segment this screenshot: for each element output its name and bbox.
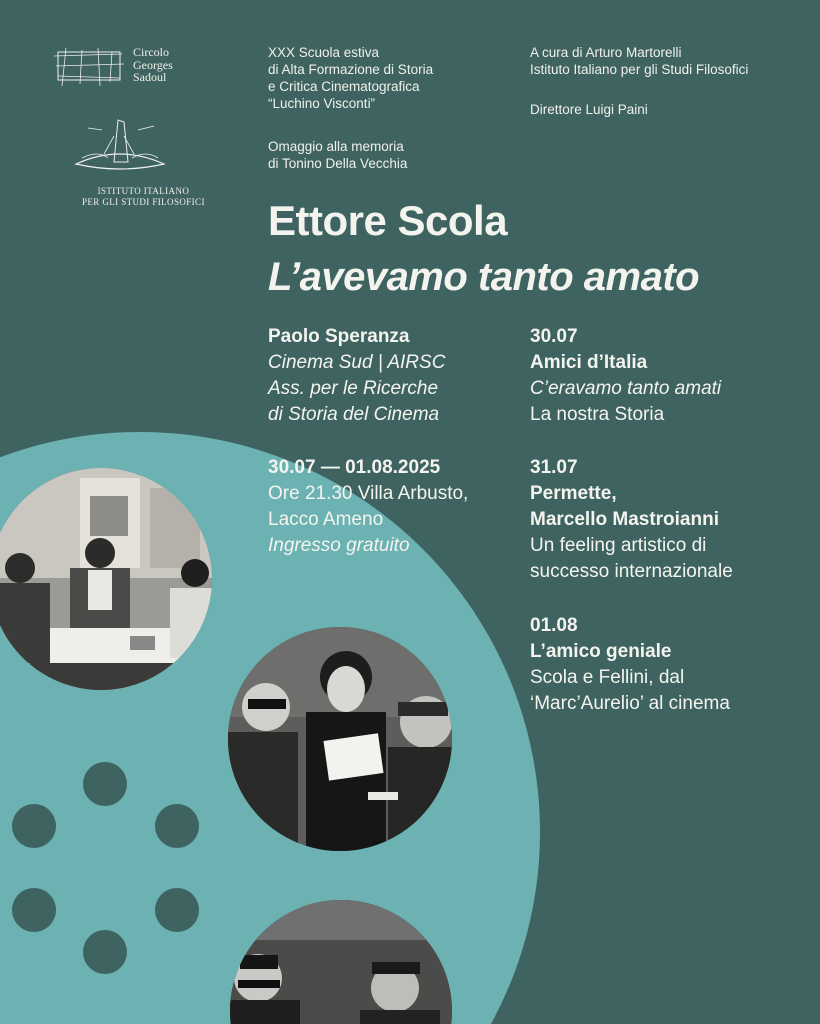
schedule-title: L’amico geniale [530, 641, 672, 662]
circolo-sadoul-text [133, 46, 173, 84]
schedule-title: Permette, [530, 483, 617, 504]
decorative-dot [155, 804, 199, 848]
schedule-day-2 [530, 455, 733, 585]
dedication-line: Omaggio alla memoria [268, 139, 404, 154]
istituto-line: ISTITUTO ITALIANO [97, 186, 190, 196]
istituto-line: PER GLI STUDI FILOSOFICI [82, 197, 205, 207]
event-info [268, 455, 468, 559]
istituto-logo-text [82, 186, 205, 208]
circolo-line: Georges [133, 57, 173, 72]
speaker-block [268, 324, 445, 428]
istituto-emblem [68, 114, 172, 176]
schedule-day-3 [530, 613, 730, 717]
subtitle: L’avevamo tanto amato [268, 255, 700, 299]
event-dates: 30.07 — 01.08.2025 [268, 457, 441, 478]
event-location: Lacco Ameno [268, 509, 384, 530]
decorative-dot [83, 930, 127, 974]
school-line: “Luchino Visconti” [268, 96, 376, 111]
school-line: XXX Scuola estiva [268, 45, 380, 60]
dedication-line: di Tonino Della Vecchia [268, 156, 408, 171]
schedule-line: C’eravamo tanto amati [530, 378, 722, 399]
event-admission: Ingresso gratuito [268, 535, 410, 556]
school-line: di Alta Formazione di Storia [268, 62, 434, 77]
school-info [268, 44, 433, 112]
curator-line: Istituto Italiano per gli Studi Filosofici [530, 62, 749, 77]
dedication [268, 138, 407, 172]
photo-actors-reading [228, 627, 452, 851]
school-line: e Critica Cinematografica [268, 79, 420, 94]
schedule-title: Marcello Mastroianni [530, 509, 719, 530]
schedule-line: successo internazionale [530, 561, 733, 582]
schedule-line: ‘Marc’Aurelio’ al cinema [530, 693, 730, 714]
schedule-line: Un feeling artistico di [530, 535, 707, 556]
schedule-day-1 [530, 324, 721, 428]
speaker-affiliation: di Storia del Cinema [268, 404, 440, 425]
decorative-dot [12, 888, 56, 932]
schedule-title: Amici d’Italia [530, 352, 648, 373]
main-title: Ettore Scola [268, 197, 508, 244]
curator-line: A cura di Arturo Martorelli [530, 45, 682, 60]
director-info: Direttore Luigi Paini [530, 102, 648, 117]
circolo-line: Circolo [133, 45, 169, 59]
photo-restaurant-scene [0, 468, 212, 690]
schedule-line: La nostra Storia [530, 404, 665, 425]
schedule-line: Scola e Fellini, dal [530, 667, 685, 688]
circolo-line: Sadoul [133, 70, 167, 84]
event-time-place: Ore 21.30 Villa Arbusto, [268, 483, 469, 504]
schedule-date: 31.07 [530, 457, 578, 478]
circolo-sadoul-logo [52, 46, 126, 88]
decorative-dot [155, 888, 199, 932]
schedule-date: 30.07 [530, 326, 578, 347]
decorative-dot [83, 762, 127, 806]
speaker-name: Paolo Speranza [268, 326, 410, 347]
speaker-affiliation: Cinema Sud | AIRSC [268, 352, 446, 373]
speaker-affiliation: Ass. per le Ricerche [268, 378, 439, 399]
schedule-date: 01.08 [530, 615, 578, 636]
curator-info [530, 44, 748, 78]
decorative-dot [12, 804, 56, 848]
